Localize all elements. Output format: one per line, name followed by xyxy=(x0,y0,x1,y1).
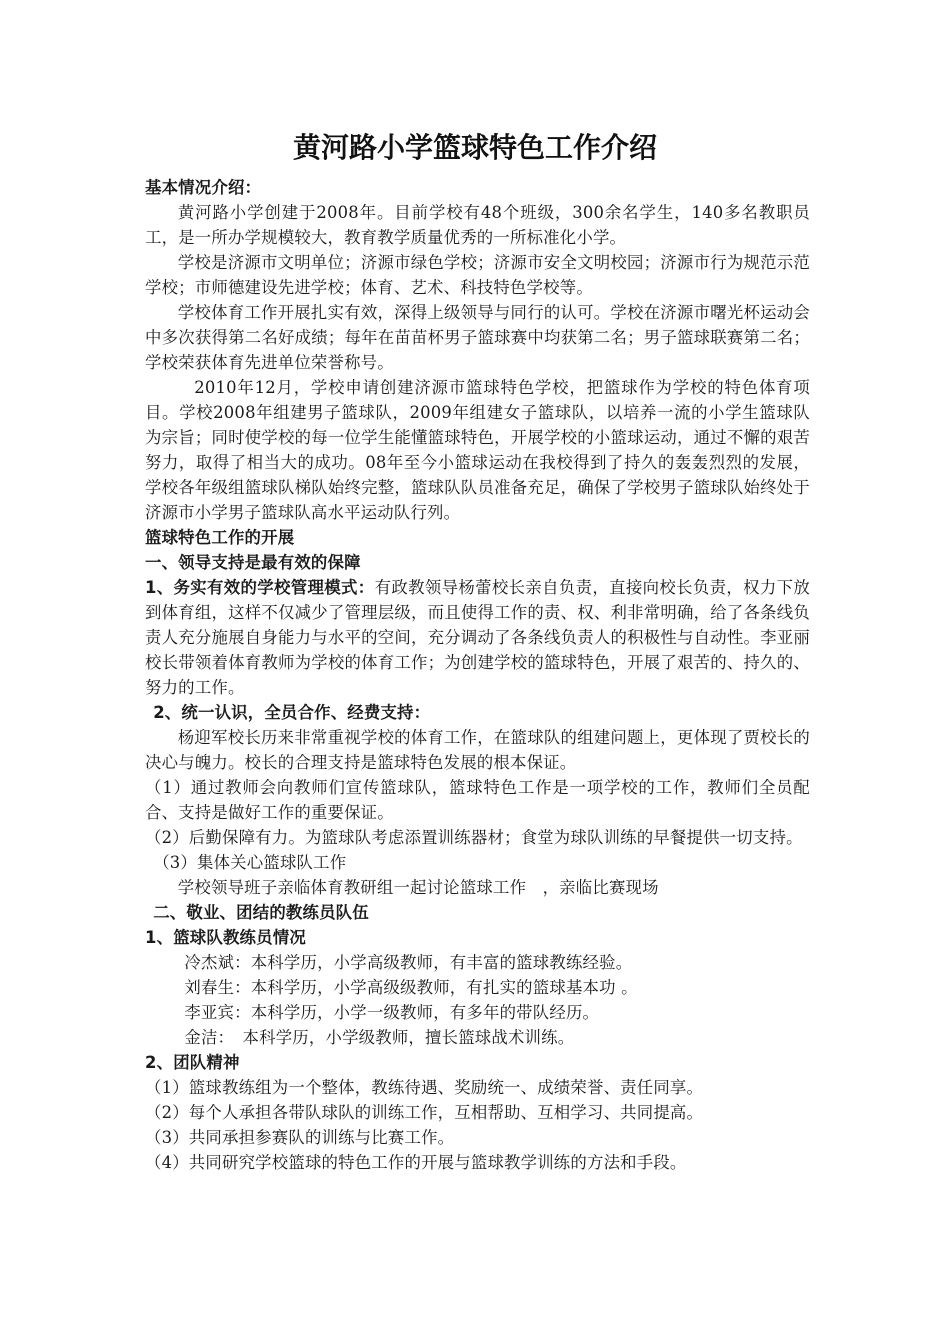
paragraph-intro: 黄河路小学创建于2008年。目前学校有48个班级，300余名学生，140多名教职员工，是一所办学规模较大，教育教学质量优秀的一所标准化小学。 xyxy=(145,203,810,247)
document-body xyxy=(145,175,810,1175)
paragraph-pe-work: 学校体育工作开展扎实有效，深得上级领导与同行的认可。学校在济源市曙光杯运动会中多次获得第二名好成绩；每年在苗苗杯男子篮球赛中均获第二名；男子篮球联赛第二名；学校荣获体育先进单位荣誉称号。 xyxy=(145,303,810,372)
team-item: （2）每个人承担各带队球队的训练工作，互相帮助、互相学习、共同提高。 xyxy=(145,1103,704,1122)
section-heading-development: 篮球特色工作的开展 xyxy=(145,528,295,547)
section-heading-coaches-team: 二、敬业、团结的教练员队伍 xyxy=(153,903,369,922)
management-text: 有政教领导杨蕾校长亲自负责，直接向校长负责，权力下放到体育组，这样不仅减少了管理层级，而且使得工作的责、权、利非常明确，给了各条线负责人充分施展自身能力与水平的空间，充分调动了各条线负责人的积极性与自动性。李亚丽校长带领着体育教师为学校的体育工作；为创建学校的篮球特色，开展了艰苦的、持久的、努力的工作。 xyxy=(145,578,810,697)
list-item-logistics: （2）后勤保障有力。为篮球队考虑添置训练器材；食堂为球队训练的早餐提供一切支持。 xyxy=(145,828,803,847)
subheading-team-spirit: 2、团队精神 xyxy=(145,1053,240,1072)
paragraph-honors: 学校是济源市文明单位；济源市绿色学校；济源市安全文明校园；济源市行为规范示范学校；市师德建设先进学校；体育、艺术、科技特色学校等。 xyxy=(145,253,810,297)
document-title: 黄河路小学篮球特色工作介绍 xyxy=(292,131,657,164)
subheading-coaches: 1、篮球队教练员情况 xyxy=(145,928,306,947)
section-heading-leadership: 一、领导支持是最有效的保障 xyxy=(145,553,361,572)
leaders-visit-text-1: 学校领导班子亲临体育教研组一起讨论篮球工作 xyxy=(177,878,527,897)
team-item: （3）共同承担参赛队的训练与比赛工作。 xyxy=(145,1128,455,1147)
coach-entry: 冷杰斌：本科学历，小学高级教师，有丰富的篮球教练经验。 xyxy=(184,953,633,972)
coach-entry: 李亚宾：本科学历，小学一级教师，有多年的带队经历。 xyxy=(184,1003,600,1022)
coach-entry: 金洁： 本科学历，小学级教师，擅长篮球战术训练。 xyxy=(184,1028,575,1047)
list-item-teachers: （1）通过教师会向教师们宣传篮球队，篮球特色工作是一项学校的工作，教师们全员配合、支持是做好工作的重要保证。 xyxy=(145,778,810,822)
list-item-collective: （3）集体关心篮球队工作 xyxy=(153,853,347,872)
subheading-cooperation: 2、统一认识，全员合作、经费支持： xyxy=(153,703,431,722)
subheading-management: 1、务实有效的学校管理模式： xyxy=(145,578,375,597)
team-item: （4）共同研究学校篮球的特色工作的开展与篮球教学训练的方法和手段。 xyxy=(145,1153,687,1172)
paragraph-leaders-visit xyxy=(145,875,810,900)
leaders-visit-text-2: ，亲临比赛现场 xyxy=(542,878,659,897)
team-item: （1）篮球教练组为一个整体，教练待遇、奖励统一、成绩荣誉、责任同享。 xyxy=(145,1078,704,1097)
coach-entry: 刘春生：本科学历，小学高级级教师，有扎实的篮球基本功 。 xyxy=(184,978,638,997)
section-heading-basic: 基本情况介绍： xyxy=(145,178,262,197)
paragraph-basketball-history: 2010年12月，学校申请创建济源市篮球特色学校，把篮球作为学校的特色体育项目。学校2008年组建男子篮球队，2009年组建女子篮球队，以培养一流的小学生篮球队为宗旨；同时使学校的每一位学生能懂篮球特色，开展学校的小篮球运动，通过不懈的艰苦努力，取得了相当大的成功。08年至今小篮球运动在我校得到了持久的轰轰烈烈的发展，学校各年级组篮球队梯队始终完整，篮球队队员准备充足，确保了学校男子篮球队始终处于济源市小学男子篮球队高水平运动队行列。 xyxy=(145,378,810,522)
paragraph-management xyxy=(145,575,810,700)
paragraph-principal-support: 杨迎军校长历来非常重视学校的体育工作，在篮球队的组建问题上，更体现了贾校长的决心与魄力。校长的合理支持是篮球特色发展的根本保证。 xyxy=(145,728,810,772)
